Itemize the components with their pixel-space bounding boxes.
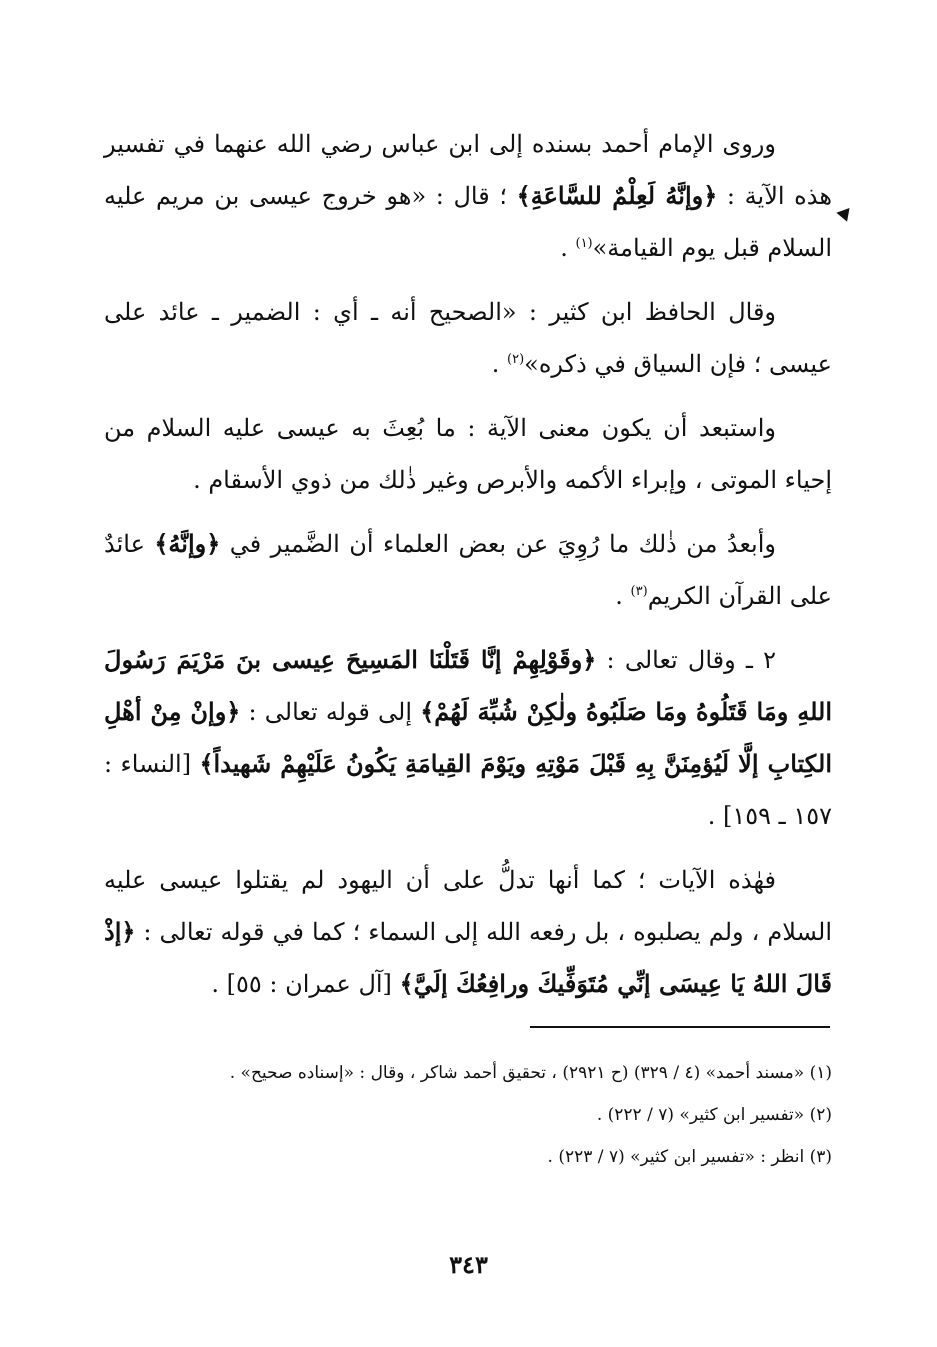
paragraph-text: واستبعد أن يكون معنى الآية : ما بُعِثَ به عيسى عليه السلام من إحياء الموتى ، وإبراء الأكمه والأبرص وغير ذٰلك من ذوي الأسقام . bbox=[104, 414, 832, 494]
footnote-ref: (٣) bbox=[630, 584, 648, 599]
paragraph-text: ٢ ـ وقال تعالى : bbox=[596, 646, 776, 674]
quran-verse: ﴿إذْ قَالَ اللهُ يَا عِيسَى إنِّي مُتَوَفِّيكَ ورافِعُكَ إلَيَّ﴾ bbox=[104, 917, 832, 998]
page-number: ٣٤٣ bbox=[449, 1250, 488, 1279]
paragraph-ibn-kathir bbox=[104, 286, 832, 390]
paragraph-text: فهٰذه الآيات ؛ كما أنها تدلُّ على أن اليهود لم يقتلوا عيسى عليه السلام ، ولم يصلبوه ، بل رفعه الله إلى السماء ؛ كما في قوله تعالى : bbox=[104, 866, 832, 946]
footnote-ref: (١) bbox=[575, 236, 593, 251]
paragraph-text: . bbox=[560, 234, 576, 262]
paragraph-verses-conclusion bbox=[104, 854, 832, 1010]
paragraph-text: [النساء : ١٥٧ ـ ١٥٩] . bbox=[104, 750, 832, 830]
paragraph-text: وروى الإمام أحمد بسنده إلى ابن عباس رضي الله عنهما في تفسير هذه الآية : bbox=[104, 130, 833, 210]
paragraph-text: إلى قوله تعالى : bbox=[240, 698, 421, 726]
footnote-divider bbox=[530, 1026, 830, 1028]
paragraph-istabaad bbox=[104, 402, 832, 506]
footnote-1: (١) «مسند أحمد» (٤ / ٣٢٩) (ح ٢٩٢١) ، تحقيق أحمد شاكر ، وقال : «إسناده صحيح» . bbox=[229, 1063, 832, 1083]
main-text bbox=[104, 118, 832, 1010]
paragraph-text: عائدٌ على القرآن الكريم bbox=[104, 530, 832, 610]
quran-verse: ﴿وإنْ مِنْ أهْلِ الكِتابِ إلَّا لَيُؤمِنَنَّ بِهِ قَبْلَ مَوْتِهِ ويَوْمَ القِيامَةِ يَكُونُ عَلَيْهِمْ شَهيداً﴾ bbox=[104, 697, 832, 778]
paragraph-ibn-abbas bbox=[104, 118, 832, 274]
paragraph-text: وقال الحافظ ابن كثير : «الصحيح أنه ـ أي : الضمير ـ عائد على عيسى ؛ فإن السياق في ذكره» bbox=[104, 298, 832, 378]
quran-verse: ﴿وإنَّهُ﴾ bbox=[154, 529, 221, 558]
footnote-3: (٣) انظر : «تفسير ابن كثير» (٧ / ٢٢٣) . bbox=[547, 1147, 832, 1167]
margin-pen-mark bbox=[836, 208, 853, 224]
paragraph-second-verse bbox=[104, 634, 832, 842]
paragraph-text: . bbox=[491, 350, 508, 378]
paragraph-text: ؛ قال : «هو خروج عيسى بن مريم عليه السلام قبل يوم القيامة» bbox=[104, 182, 832, 262]
paragraph-text: . bbox=[615, 582, 631, 610]
footnote-2: (٢) «تفسير ابن كثير» (٧ / ٢٢٢) . bbox=[596, 1105, 832, 1125]
paragraph-abad bbox=[104, 518, 832, 622]
quran-verse: ﴿وقَوْلِهِمْ إنَّا قَتَلْنَا المَسِيحَ عِيسى بنَ مَرْيَمَ رَسُولَ اللهِ ومَا قَتَلُوهُ ومَا صَلَبُوهُ ولٰكِنْ شُبِّهَ لَهُمْ﴾ bbox=[104, 645, 832, 726]
paragraph-text: [آل عمران : ٥٥] . bbox=[211, 970, 400, 998]
footnote-ref: (٢) bbox=[507, 352, 525, 367]
quran-verse: ﴿وإنَّهُ لَعِلْمٌ للسَّاعَةِ﴾ bbox=[516, 181, 718, 210]
footnotes bbox=[104, 1052, 832, 1178]
paragraph-text: وأبعدُ من ذٰلك ما رُوِيَ عن بعض العلماء أن الضَّمير في bbox=[220, 530, 776, 558]
